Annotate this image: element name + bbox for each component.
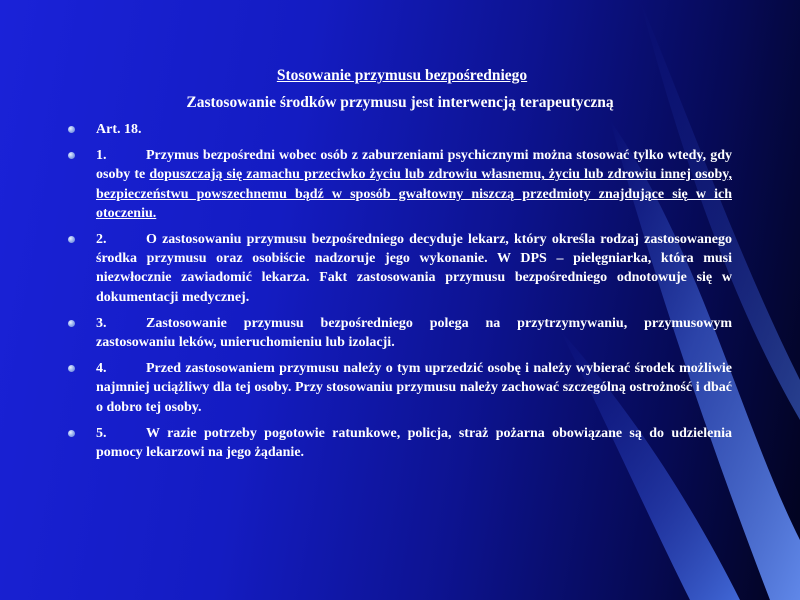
list-item-text: W razie potrzeby pogotowie ratunkowe, policja, straż pożarna obowiązane są do udzielenia pomocy lekarzowi na jego żądanie. xyxy=(96,425,732,461)
list-item-number: 3. xyxy=(96,315,107,331)
list-item-underlined-text: dopuszczają się zamachu przeciwko życiu lub zdrowiu własnemu, życiu lub zdrowiu innej osoby, bezpieczeństwu powszechnemu bądź w sposób gwałtowny niszczą przedmioty znajdujące się w ich otoczeniu. xyxy=(96,167,732,221)
list-item-number: 2. xyxy=(96,232,107,248)
slide-content xyxy=(68,67,732,469)
list-item xyxy=(68,314,732,352)
bullet-icon xyxy=(68,126,75,133)
list-item-number: 4. xyxy=(96,361,107,377)
bullet-icon xyxy=(68,152,75,159)
list-item-text: O zastosowaniu przymusu bezpośredniego decyduje lekarz, który określa rodzaj zastosowanego środka przymusu oraz osobiście nadzoruje jego wykonanie. W DPS – pielęgniarka, która musi niezwłocznie zawiadomić lekarza. Fakt zastosowania przymusu bezpośredniego odnotowuje się w dokumentacji medycznej. xyxy=(96,232,732,305)
slide-title: Stosowanie przymusu bezpośredniego xyxy=(276,67,528,84)
bullet-icon xyxy=(68,320,75,327)
list-item-text: Zastosowanie przymusu bezpośredniego polega na przytrzymywaniu, przymusowym zastosowaniu leków, unieruchomieniu lub izolacji. xyxy=(96,315,732,351)
bullet-icon xyxy=(68,236,75,243)
list-item xyxy=(68,424,732,462)
list-item xyxy=(68,120,732,139)
list-item-text: Przed zastosowaniem przymusu należy o tym uprzedzić osobę i należy wybierać środek możliwie najmniej uciążliwy dla tej osoby. Przy stosowaniu przymusu należy zachować szczególną ostrożność i dbać o dobro tej osoby. xyxy=(96,361,732,415)
bullet-icon xyxy=(68,430,75,437)
list-item xyxy=(68,230,732,307)
list-item-text: Przymus bezpośredni wobec osób z zaburzeniami psychicznymi można stosować tylko wtedy, gdy osoby te xyxy=(96,148,732,183)
bullet-list xyxy=(68,120,732,462)
list-item-number: 5. xyxy=(96,425,107,441)
list-item-text: Art. 18. xyxy=(96,122,142,137)
list-item-number: 1. xyxy=(96,148,107,164)
list-item xyxy=(68,146,732,223)
slide-subtitle: Zastosowanie środków przymusu jest interwencją terapeutyczną xyxy=(186,94,614,111)
bullet-icon xyxy=(68,365,75,372)
list-item xyxy=(68,359,732,417)
